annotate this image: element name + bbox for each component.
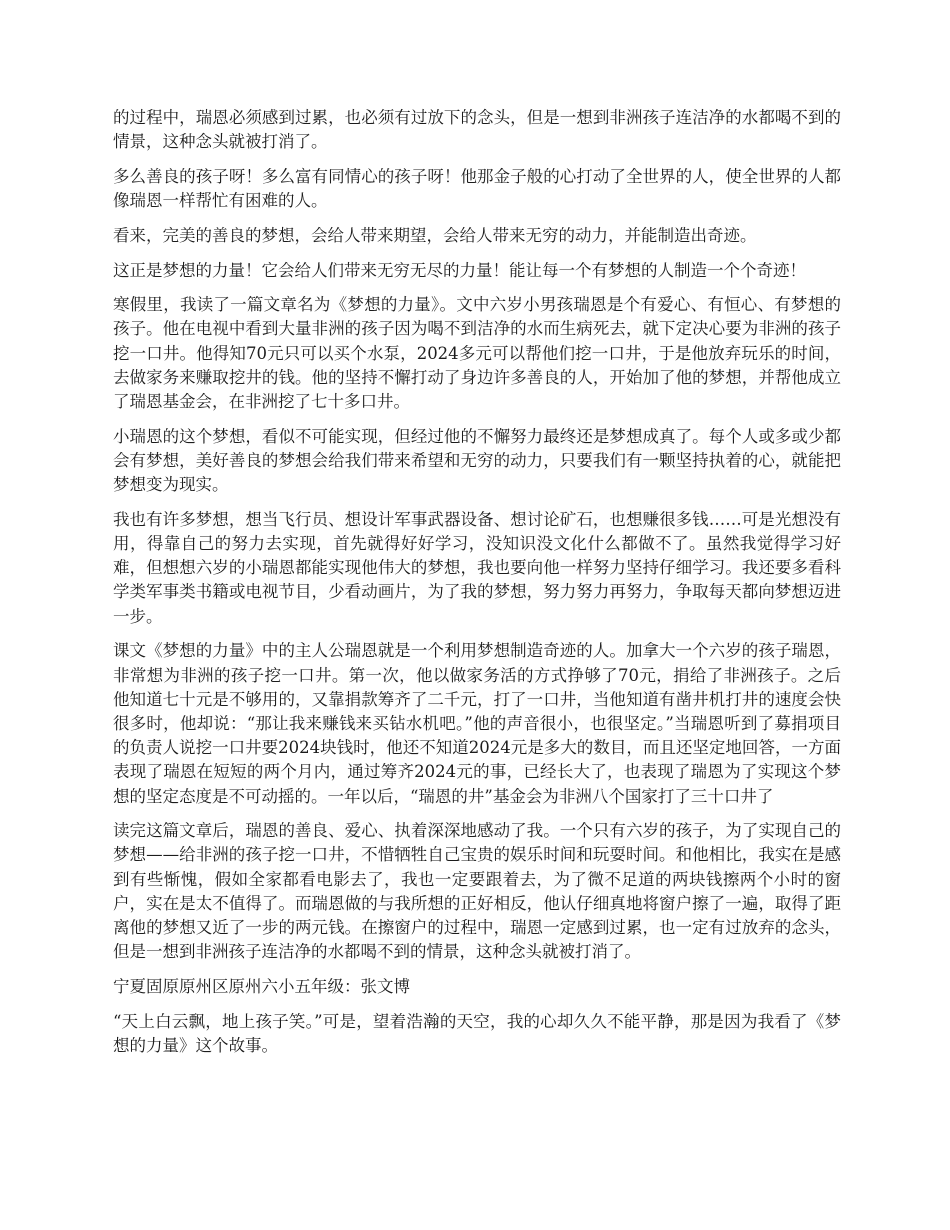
- paragraph: 小瑞恩的这个梦想，看似不可能实现，但经过他的不懈努力最终还是梦想成真了。每个人或多或少都会有梦想，美好善良的梦想会给我们带来希望和无穷的动力，只要我们有一颗坚持执着的心，就能把梦想变为现实。: [113, 426, 841, 495]
- paragraph: 寒假里，我读了一篇文章名为《梦想的力量》。文中六岁小男孩瑞恩是个有爱心、有恒心、有梦想的孩子。他在电视中看到大量非洲的孩子因为喝不到洁净的水而生病死去，就下定决心要为非洲的孩子挖一口井。他得知70元只可以买个水泵，2024多元可以帮他们挖一口井，于是他放弃玩乐的时间，去做家务来赚取挖井的钱。他的坚持不懈打动了身边许多善良的人，开始加了他的梦想，并帮他成立了瑞恩基金会，在非洲挖了七十多口井。: [113, 295, 841, 412]
- author-line: 宁夏固原原州区原州六小五年级：张文博: [113, 977, 410, 996]
- paragraph: 我也有许多梦想，想当飞行员、想设计军事武器设备、想讨论矿石，也想赚很多钱……可是光想没有用，得靠自己的努力去实现，首先就得好好学习，没知识没文化什么都做不了。虽然我觉得学习好难，但想想六岁的小瑞恩都能实现他伟大的梦想，我也要向他一样努力坚持仔细学习。我还要多看科学类军事类书籍或电视节目，少看动画片，为了我的梦想，努力努力再努力，争取每天都向梦想迈进一步。: [113, 509, 841, 626]
- paragraph: 的过程中，瑞恩必须感到过累，也必须有过放下的念头，但是一想到非洲孩子连洁净的水都喝不到的情景，这种念头就被打消了。: [113, 108, 841, 152]
- paragraph: 课文《梦想的力量》中的主人公瑞恩就是一个利用梦想制造奇迹的人。加拿大一个六岁的孩子瑞恩，非常想为非洲的孩子挖一口井。第一次，他以做家务活的方式挣够了70元，捐给了非洲孩子。之后他知道七十元是不够用的，又靠捐款筹齐了二千元，打了一口井，当他知道有凿井机打井的速度会快很多时，他却说：“那让我来赚钱来买钻水机吧。”他的声音很小，也很坚定。”当瑞恩听到了募捐项目的负责人说挖一口井要2024块钱时，他还不知道2024元是多大的数目，而且还坚定地回答，一方面表现了瑞恩在短短的两个月内，通过筹齐2024元的事，已经长大了，也表现了瑞恩为了实现这个梦想的坚定态度是不可动摇的。一年以后，“瑞恩的井”基金会为非洲八个国家打了三十口井了: [113, 641, 841, 806]
- paragraph: 这正是梦想的力量！它会给人们带来无穷无尽的力量！能让每一个有梦想的人制造一个个奇迹！: [113, 260, 806, 280]
- paragraph: “天上白云飘，地上孩子笑。”可是，望着浩瀚的天空，我的心却久久不能平静，那是因为我看了《梦想的力量》这个故事。: [113, 1011, 841, 1055]
- document-body: [113, 106, 841, 1069]
- paragraph: 多么善良的孩子呀！多么富有同情心的孩子呀！他那金子般的心打动了全世界的人，使全世界的人都像瑞恩一样帮忙有困难的人。: [113, 166, 841, 211]
- paragraph: 看来，完美的善良的梦想，会给人带来期望，会给人带来无穷的动力，并能制造出奇迹。: [113, 225, 757, 245]
- paragraph: 读完这篇文章后，瑞恩的善良、爱心、执着深深地感动了我。一个只有六岁的孩子，为了实现自己的梦想——给非洲的孩子挖一口井，不惜牺牲自己宝贵的娱乐时间和玩耍时间。和他相比，我实在是感到有些惭愧，假如全家都看电影去了，我也一定要跟着去，为了微不足道的两块钱擦两个小时的窗户，实在是太不值得了。而瑞恩做的与我所想的正好相反，他认仔细真地将窗户擦了一遍，取得了距离他的梦想又近了一步的两元钱。在擦窗户的过程中，瑞恩一定感到过累，也一定有过放弃的念头，但是一想到非洲孩子连洁净的水都喝不到的情景，这种念头就被打消了。: [113, 821, 841, 962]
